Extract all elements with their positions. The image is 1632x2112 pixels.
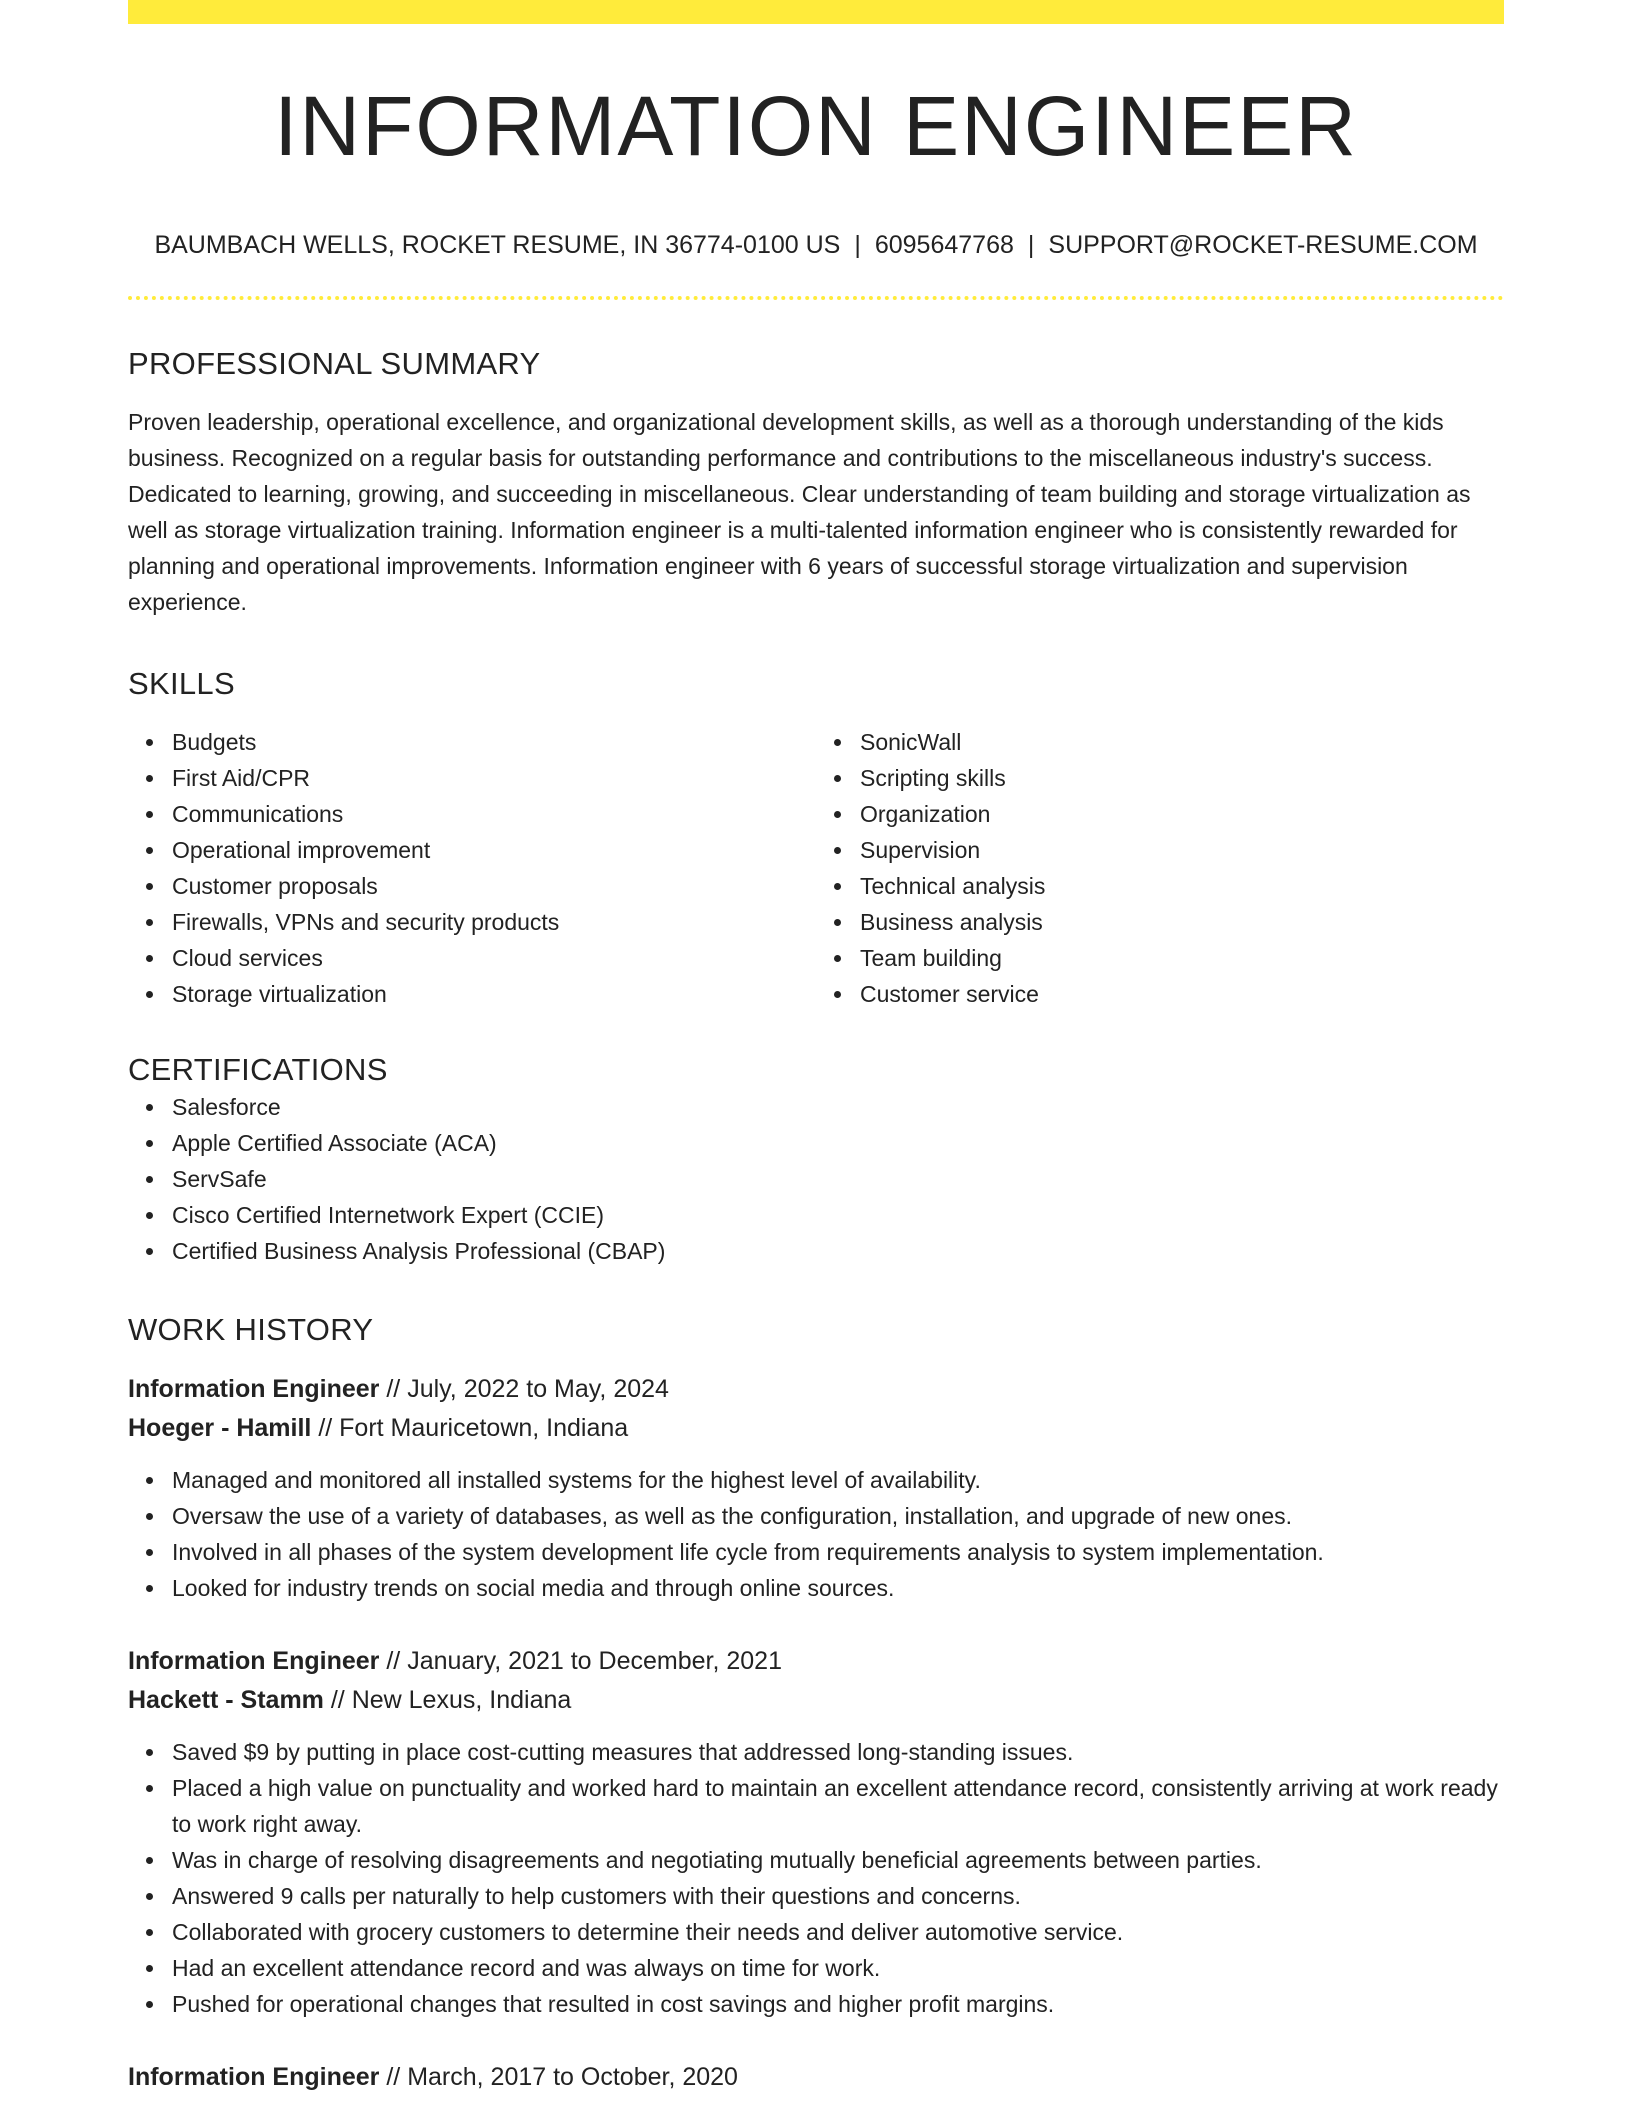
job-dates: // March, 2017 to October, 2020 <box>386 2062 738 2091</box>
job-duties-list <box>128 1462 1504 1606</box>
summary-text: Proven leadership, operational excellence, and organizational development skills, as well as a thorough understanding of the kids business. Recognized on a regular basis for outstanding performance and contributions to the miscellaneous industry's success. Dedicated to learning, growing, and succeeding in miscellaneous. Clear understanding of team building and storage virtualization as well as storage virtualization training. Information engineer is a multi-talented information engineer who is consistently rewarded for planning and operational improvements. Information engineer with 6 years of successful storage virtualization and supervision experience. <box>128 409 1471 616</box>
skills-list-left <box>128 724 816 1012</box>
skill-item: Customer service <box>860 976 1504 1012</box>
contact-phone: 6095647768 <box>874 231 1014 259</box>
job-role: Information Engineer <box>128 2062 380 2091</box>
contact-line <box>128 230 1504 260</box>
certification-item: Apple Certified Associate (ACA) <box>172 1125 1504 1161</box>
job-location: // New Lexus, Indiana <box>330 1685 572 1714</box>
skill-item: Business analysis <box>860 904 1504 940</box>
skill-item: Firewalls, VPNs and security products <box>172 904 816 940</box>
job-dates: // January, 2021 to December, 2021 <box>386 1646 782 1675</box>
job-duty: Managed and monitored all installed systems for the highest level of availability. <box>172 1462 1504 1498</box>
job-duty: Involved in all phases of the system development life cycle from requirements analysis to system implementation. <box>172 1534 1504 1570</box>
job-entry <box>128 2058 1504 2097</box>
resume-title: INFORMATION ENGINEER <box>274 79 1358 173</box>
certifications-heading: CERTIFICATIONS <box>128 1052 388 1088</box>
certification-item: Certified Business Analysis Professional (CBAP) <box>172 1233 1504 1269</box>
job-duty: Pushed for operational changes that resulted in cost savings and higher profit margins. <box>172 1986 1504 2022</box>
skill-item: Operational improvement <box>172 832 816 868</box>
skill-item: Budgets <box>172 724 816 760</box>
skill-item: Communications <box>172 796 816 832</box>
certification-item: Salesforce <box>172 1089 1504 1125</box>
skill-item: Technical analysis <box>860 868 1504 904</box>
skill-item: Team building <box>860 940 1504 976</box>
job-duties-list <box>128 1734 1504 2022</box>
job-duty: Placed a high value on punctuality and worked hard to maintain an excellent attendance record, consistently arriving at work ready to work right away. <box>172 1770 1504 1842</box>
job-duty: Was in charge of resolving disagreements and negotiating mutually beneficial agreements between parties. <box>172 1842 1504 1878</box>
job-company: Hoeger - Hamill <box>128 1413 312 1442</box>
job-duty: Saved $9 by putting in place cost-cutting measures that addressed long-standing issues. <box>172 1734 1504 1770</box>
accent-top-bar <box>128 0 1504 24</box>
skill-item: Organization <box>860 796 1504 832</box>
job-duty: Collaborated with grocery customers to determine their needs and deliver automotive service. <box>172 1914 1504 1950</box>
job-role: Information Engineer <box>128 1374 380 1403</box>
work-history-heading: WORK HISTORY <box>128 1311 374 1347</box>
job-company-line <box>128 1681 1504 1720</box>
skill-item: Scripting skills <box>860 760 1504 796</box>
skill-item: Cloud services <box>172 940 816 976</box>
skill-item: Storage virtualization <box>172 976 816 1012</box>
skills-list-right <box>816 724 1504 1012</box>
job-duty: Answered 9 calls per naturally to help customers with their questions and concerns. <box>172 1878 1504 1914</box>
skill-item: Supervision <box>860 832 1504 868</box>
job-role: Information Engineer <box>128 1646 380 1675</box>
contact-address: BAUMBACH WELLS, ROCKET RESUME, IN 36774-0100 US <box>154 231 841 259</box>
job-location: // Fort Mauricetown, Indiana <box>318 1413 629 1442</box>
job-company-line <box>128 1409 1504 1448</box>
job-role-line <box>128 2058 1504 2097</box>
skill-item: First Aid/CPR <box>172 760 816 796</box>
contact-email: SUPPORT@ROCKET-RESUME.COM <box>1048 231 1478 259</box>
job-duty: Oversaw the use of a variety of databases, as well as the configuration, installation, and upgrade of new ones. <box>172 1498 1504 1534</box>
skill-item: Customer proposals <box>172 868 816 904</box>
job-duty: Looked for industry trends on social media and through online sources. <box>172 1570 1504 1606</box>
certification-item: Cisco Certified Internetwork Expert (CCIE) <box>172 1197 1504 1233</box>
job-duty: Had an excellent attendance record and was always on time for work. <box>172 1950 1504 1986</box>
contact-separator: | <box>854 231 861 259</box>
certification-item: ServSafe <box>172 1161 1504 1197</box>
contact-separator: | <box>1027 231 1035 259</box>
summary-heading: PROFESSIONAL SUMMARY <box>128 346 541 381</box>
skill-item: SonicWall <box>860 724 1504 760</box>
job-dates: // July, 2022 to May, 2024 <box>386 1374 669 1403</box>
job-entry <box>128 1370 1504 1606</box>
resume-page <box>128 0 1504 2097</box>
job-entry <box>128 1642 1504 2022</box>
skills-columns <box>128 724 1504 1012</box>
job-role-line <box>128 1370 1504 1409</box>
job-role-line <box>128 1642 1504 1681</box>
certifications-list <box>128 1089 1504 1269</box>
job-company: Hackett - Stamm <box>128 1685 324 1714</box>
skills-heading: SKILLS <box>128 666 235 702</box>
header-divider <box>128 296 1504 300</box>
